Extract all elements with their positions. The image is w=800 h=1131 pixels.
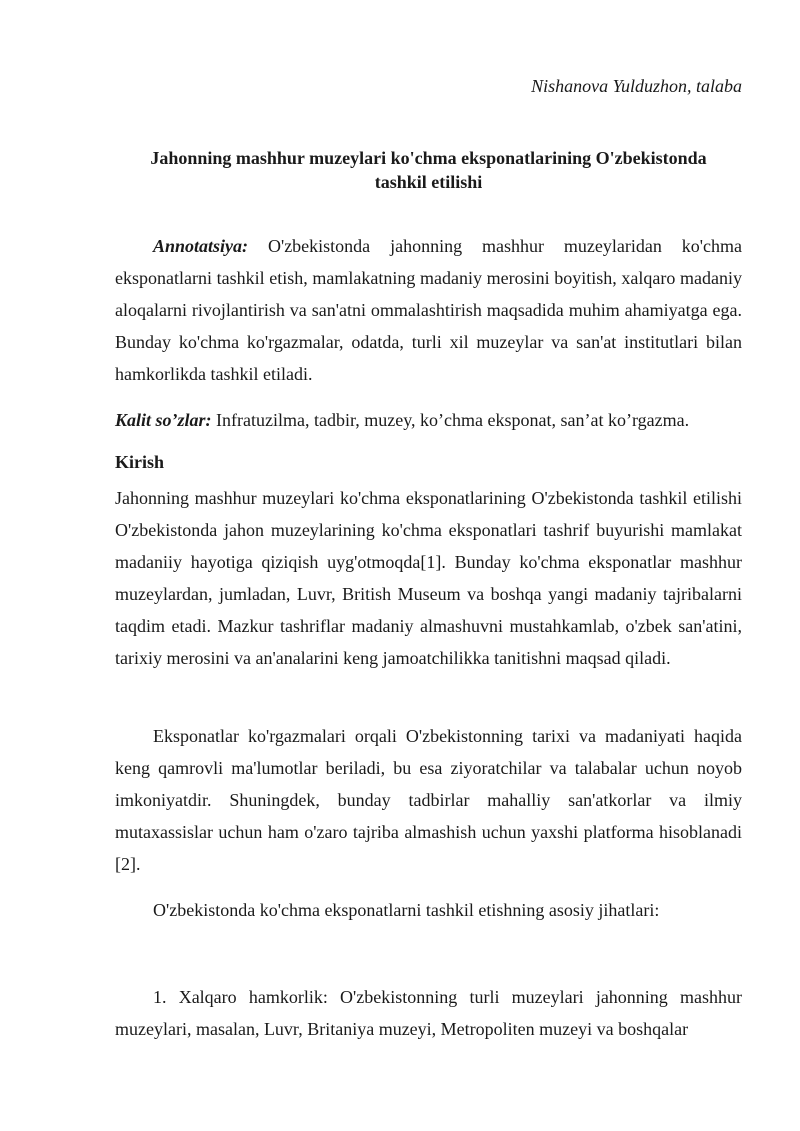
abstract-text: O'zbekistonda jahonning mashhur muzeylaridan ko'chma eksponatlarni tashkil etish, mamlakatning madaniy merosini boyitish, xalqaro madaniy aloqalarni rivojlantirish va san'atni ommalashtirish maqsadida muhim ahamiyatga ega. Bunday ko'chma ko'rgazmalar, odatda, turli xil muzeylar va san'at institutlari bilan hamkorlikda tashkil etiladi. xyxy=(115,236,742,384)
author-line: Nishanova Yulduzhon, talaba xyxy=(531,76,742,96)
abstract-label: Annotatsiya: xyxy=(153,236,249,256)
keywords-label: Kalit so’zlar: xyxy=(115,410,212,430)
abstract-paragraph xyxy=(115,230,742,390)
title-line-2: tashkil etilishi xyxy=(374,172,483,192)
article-title xyxy=(115,146,742,194)
intro-heading: Kirish xyxy=(115,452,165,472)
keywords-text: Infratuzilma, tadbir, muzey, ko’chma eksponat, san’at ko’rgazma. xyxy=(211,410,690,430)
title-line-1: Jahonning mashhur muzeylari ko'chma eksponatlarining O'zbekistonda xyxy=(150,148,707,168)
list-item-1: 1. Xalqaro hamkorlik: O'zbekistonning turli muzeylari jahonning mashhur muzeylari, masalan, Luvr, Britaniya muzeyi, Metropoliten muzeyi va boshqalar xyxy=(115,987,742,1039)
intro-paragraph-2: Eksponatlar ko'rgazmalari orqali O'zbekistonning tarixi va madaniyati haqida keng qamrovli ma'lumotlar beriladi, bu esa ziyoratchilar va talabalar uchun noyob imkoniyatdir. Shuningdek, bunday tadbirlar mahalliy san'atkorlar va ilmiy mutaxassislar uchun ham o'zaro tajriba almashish uchun yaxshi platforma hisoblanadi [2]. xyxy=(115,726,742,874)
intro-paragraph-1: Jahonning mashhur muzeylari ko'chma eksponatlarining O'zbekistonda tashkil etilishi O'zbekistonda jahon muzeylarining ko'chma eksponatlari tashrif buyurishi mamlakat madaniiy hayotiga qiziqish uyg'otmoqda[1]. Bunday ko'chma eksponatlar mashhur muzeylardan, jumladan, Luvr, British Museum va boshqa yangi madaniy tajribalarni taqdim etadi. Mazkur tashriflar madaniy almashuvni mustahkamlab, o'zbek san'atini, tarixiy merosini va an'analarini keng jamoatchilikka tanitishni maqsad qiladi. xyxy=(115,488,742,668)
intro-paragraph-3: O'zbekistonda ko'chma eksponatlarni tashkil etishning asosiy jihatlari: xyxy=(153,900,660,920)
keywords-paragraph xyxy=(115,404,742,436)
